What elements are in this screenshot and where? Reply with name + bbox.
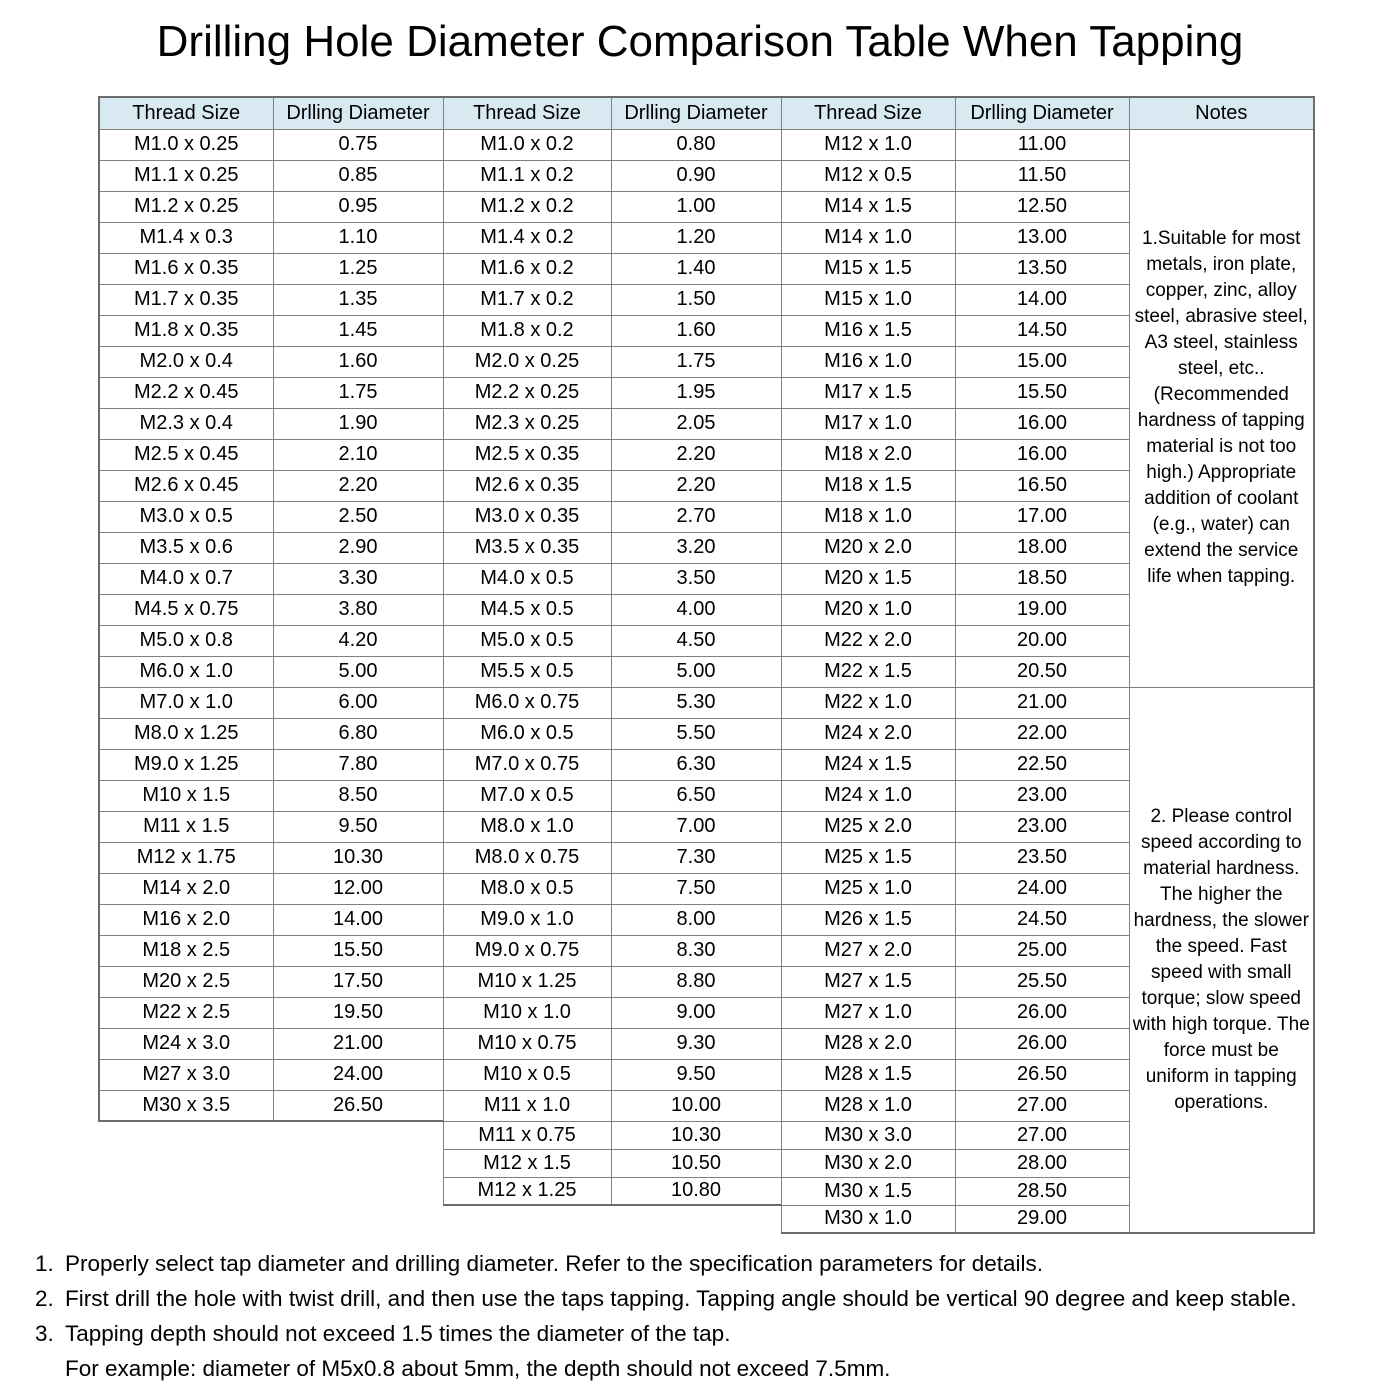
empty-cell [443,1205,611,1233]
drilling-diameter-cell: 2.20 [611,439,781,470]
thread-size-cell: M7.0 x 1.0 [99,687,273,718]
thread-size-cell: M28 x 1.0 [781,1090,955,1121]
thread-size-cell: M25 x 1.5 [781,842,955,873]
drilling-diameter-cell: 16.00 [955,408,1129,439]
drilling-diameter-cell: 4.50 [611,625,781,656]
thread-size-cell: M1.2 x 0.25 [99,191,273,222]
thread-size-cell: M2.2 x 0.45 [99,377,273,408]
thread-size-cell: M6.0 x 0.5 [443,718,611,749]
header-row [99,97,1314,129]
drilling-diameter-cell: 26.50 [273,1090,443,1121]
drilling-diameter-cell: 17.00 [955,501,1129,532]
thread-size-cell: M14 x 1.0 [781,222,955,253]
header-drilling-diameter: Drlling Diameter [955,97,1129,129]
drilling-diameter-cell: 10.00 [611,1090,781,1121]
drilling-diameter-cell: 0.95 [273,191,443,222]
drilling-diameter-cell: 10.30 [611,1121,781,1149]
thread-size-cell: M27 x 3.0 [99,1059,273,1090]
thread-size-cell: M17 x 1.0 [781,408,955,439]
thread-size-cell: M17 x 1.5 [781,377,955,408]
footnote-text: For example: diameter of M5x0.8 about 5mm, the depth should not exceed 7.5mm. [65,1356,891,1381]
thread-size-cell: M9.0 x 1.25 [99,749,273,780]
thread-size-cell: M3.0 x 0.5 [99,501,273,532]
drilling-diameter-cell: 22.00 [955,718,1129,749]
drilling-diameter-cell: 8.50 [273,780,443,811]
drilling-diameter-cell: 1.10 [273,222,443,253]
drilling-diameter-cell: 7.80 [273,749,443,780]
thread-size-cell: M2.5 x 0.35 [443,439,611,470]
drilling-diameter-cell: 28.50 [955,1177,1129,1205]
empty-cell [99,1121,273,1149]
footnote-number [35,1357,65,1381]
drilling-diameter-cell: 1.60 [273,346,443,377]
thread-size-cell: M1.7 x 0.2 [443,284,611,315]
thread-size-cell: M1.6 x 0.2 [443,253,611,284]
table-row [99,129,1314,160]
thread-size-cell: M15 x 1.5 [781,253,955,284]
header-drilling-diameter: Drlling Diameter [273,97,443,129]
thread-size-cell: M22 x 2.0 [781,625,955,656]
drilling-diameter-cell: 12.00 [273,873,443,904]
empty-cell [99,1177,273,1205]
thread-size-cell: M4.5 x 0.5 [443,594,611,625]
thread-size-cell: M9.0 x 0.75 [443,935,611,966]
empty-cell [99,1149,273,1177]
drilling-diameter-cell: 27.00 [955,1090,1129,1121]
thread-size-cell: M30 x 1.5 [781,1177,955,1205]
thread-size-cell: M22 x 1.0 [781,687,955,718]
drilling-diameter-cell: 28.00 [955,1149,1129,1177]
thread-size-cell: M10 x 1.0 [443,997,611,1028]
drilling-diameter-cell: 5.30 [611,687,781,718]
drilling-diameter-cell: 29.00 [955,1205,1129,1233]
footnote-number: 1. [35,1251,54,1276]
thread-size-cell: M11 x 1.0 [443,1090,611,1121]
drilling-diameter-cell: 11.50 [955,160,1129,191]
drilling-diameter-cell: 1.50 [611,284,781,315]
thread-size-cell: M1.2 x 0.2 [443,191,611,222]
drilling-diameter-cell: 13.00 [955,222,1129,253]
drilling-diameter-cell: 3.30 [273,563,443,594]
drilling-diameter-cell: 14.00 [955,284,1129,315]
drilling-diameter-cell: 1.60 [611,315,781,346]
footnote-line [35,1357,1375,1381]
drilling-diameter-cell: 2.10 [273,439,443,470]
thread-size-cell: M8.0 x 0.5 [443,873,611,904]
drilling-diameter-cell: 14.00 [273,904,443,935]
drilling-diameter-cell: 1.90 [273,408,443,439]
thread-size-cell: M5.0 x 0.8 [99,625,273,656]
thread-size-cell: M30 x 3.0 [781,1121,955,1149]
drilling-diameter-cell: 8.80 [611,966,781,997]
drilling-diameter-cell: 6.30 [611,749,781,780]
drilling-diameter-cell: 24.00 [955,873,1129,904]
drilling-diameter-cell: 0.90 [611,160,781,191]
thread-size-cell: M10 x 0.5 [443,1059,611,1090]
drilling-diameter-cell: 26.00 [955,997,1129,1028]
thread-size-cell: M2.3 x 0.4 [99,408,273,439]
drilling-diameter-cell: 25.00 [955,935,1129,966]
thread-size-cell: M7.0 x 0.5 [443,780,611,811]
thread-size-cell: M30 x 2.0 [781,1149,955,1177]
drilling-diameter-cell: 24.50 [955,904,1129,935]
thread-size-cell: M9.0 x 1.0 [443,904,611,935]
drilling-diameter-cell: 7.30 [611,842,781,873]
drilling-diameter-cell: 19.00 [955,594,1129,625]
drilling-diameter-cell: 1.20 [611,222,781,253]
footnotes [35,1252,1375,1392]
drilling-diameter-cell: 18.00 [955,532,1129,563]
drilling-diameter-cell: 13.50 [955,253,1129,284]
thread-size-cell: M11 x 0.75 [443,1121,611,1149]
thread-size-cell: M18 x 2.5 [99,935,273,966]
thread-size-cell: M16 x 1.0 [781,346,955,377]
thread-size-cell: M14 x 1.5 [781,191,955,222]
thread-size-cell: M27 x 1.0 [781,997,955,1028]
thread-size-cell: M27 x 2.0 [781,935,955,966]
drilling-diameter-cell: 2.50 [273,501,443,532]
drilling-diameter-cell: 9.30 [611,1028,781,1059]
drilling-diameter-cell: 1.00 [611,191,781,222]
drilling-diameter-cell: 11.00 [955,129,1129,160]
drilling-diameter-cell: 4.00 [611,594,781,625]
drilling-diameter-cell: 15.00 [955,346,1129,377]
thread-size-cell: M8.0 x 1.25 [99,718,273,749]
thread-size-cell: M3.0 x 0.35 [443,501,611,532]
thread-size-cell: M20 x 1.0 [781,594,955,625]
drilling-diameter-cell: 10.50 [611,1149,781,1177]
thread-size-cell: M27 x 1.5 [781,966,955,997]
drilling-diameter-cell: 5.00 [273,656,443,687]
drilling-diameter-cell: 0.75 [273,129,443,160]
empty-cell [273,1205,443,1233]
thread-size-cell: M24 x 2.0 [781,718,955,749]
thread-size-cell: M18 x 2.0 [781,439,955,470]
drilling-diameter-cell: 1.40 [611,253,781,284]
notes-cell: 1.Suitable for most metals, iron plate, copper, zinc, alloy steel, abrasive steel, A3 steel, stainless steel, etc..(Recommended hardness of tapping material is not too high.) Appropriate addition of coolant (e.g., water) can extend the service life when tapping. [1129,129,1314,687]
drilling-diameter-cell: 7.00 [611,811,781,842]
drilling-diameter-cell: 1.95 [611,377,781,408]
drilling-diameter-cell: 26.00 [955,1028,1129,1059]
footnote-number: 2. [35,1286,54,1311]
empty-cell [99,1205,273,1233]
thread-size-cell: M28 x 2.0 [781,1028,955,1059]
drilling-diameter-cell: 16.00 [955,439,1129,470]
thread-size-cell: M11 x 1.5 [99,811,273,842]
thread-size-cell: M12 x 1.5 [443,1149,611,1177]
drilling-diameter-cell: 2.70 [611,501,781,532]
drilling-diameter-cell: 18.50 [955,563,1129,594]
table-header [99,97,1314,129]
thread-size-cell: M2.6 x 0.35 [443,470,611,501]
drilling-diameter-cell: 0.80 [611,129,781,160]
drilling-diameter-cell: 15.50 [273,935,443,966]
empty-cell [273,1121,443,1149]
drilling-diameter-cell: 2.90 [273,532,443,563]
thread-size-cell: M1.4 x 0.3 [99,222,273,253]
thread-size-cell: M12 x 0.5 [781,160,955,191]
drilling-diameter-cell: 2.20 [273,470,443,501]
drilling-diameter-cell: 21.00 [273,1028,443,1059]
thread-size-cell: M4.0 x 0.5 [443,563,611,594]
thread-size-cell: M2.2 x 0.25 [443,377,611,408]
drilling-diameter-cell: 1.35 [273,284,443,315]
drilling-diameter-cell: 8.30 [611,935,781,966]
thread-size-cell: M3.5 x 0.6 [99,532,273,563]
thread-size-cell: M20 x 2.5 [99,966,273,997]
thread-size-cell: M1.6 x 0.35 [99,253,273,284]
thread-size-cell: M1.1 x 0.25 [99,160,273,191]
drilling-diameter-cell: 1.75 [611,346,781,377]
thread-size-cell: M18 x 1.5 [781,470,955,501]
drilling-diameter-cell: 9.50 [273,811,443,842]
empty-cell [611,1205,781,1233]
thread-size-cell: M22 x 1.5 [781,656,955,687]
thread-size-cell: M5.0 x 0.5 [443,625,611,656]
drilling-diameter-cell: 0.85 [273,160,443,191]
header-thread-size: Thread Size [443,97,611,129]
page-title: Drilling Hole Diameter Comparison Table When Tapping [156,17,1244,66]
drilling-diameter-cell: 3.20 [611,532,781,563]
thread-size-cell: M1.0 x 0.2 [443,129,611,160]
drilling-diameter-cell: 5.00 [611,656,781,687]
thread-size-cell: M30 x 1.0 [781,1205,955,1233]
thread-size-cell: M24 x 1.5 [781,749,955,780]
drilling-diameter-cell: 6.80 [273,718,443,749]
drilling-diameter-cell: 8.00 [611,904,781,935]
drilling-diameter-cell: 23.00 [955,780,1129,811]
header-notes: Notes [1129,97,1314,129]
drilling-diameter-cell: 20.50 [955,656,1129,687]
thread-size-cell: M25 x 2.0 [781,811,955,842]
drilling-diameter-cell: 5.50 [611,718,781,749]
thread-size-cell: M2.6 x 0.45 [99,470,273,501]
thread-size-cell: M4.0 x 0.7 [99,563,273,594]
tapping-table [98,96,1315,1234]
drilling-diameter-cell: 23.50 [955,842,1129,873]
thread-size-cell: M10 x 1.25 [443,966,611,997]
footnote-line [35,1322,1375,1346]
footnote-line [35,1252,1375,1276]
thread-size-cell: M20 x 1.5 [781,563,955,594]
thread-size-cell: M2.3 x 0.25 [443,408,611,439]
thread-size-cell: M8.0 x 0.75 [443,842,611,873]
footnote-text: Tapping depth should not exceed 1.5 times the diameter of the tap. [65,1321,731,1346]
thread-size-cell: M24 x 3.0 [99,1028,273,1059]
thread-size-cell: M12 x 1.25 [443,1177,611,1205]
thread-size-cell: M10 x 1.5 [99,780,273,811]
drilling-diameter-cell: 4.20 [273,625,443,656]
thread-size-cell: M1.8 x 0.2 [443,315,611,346]
thread-size-cell: M24 x 1.0 [781,780,955,811]
drilling-diameter-cell: 15.50 [955,377,1129,408]
empty-cell [273,1177,443,1205]
drilling-diameter-cell: 1.25 [273,253,443,284]
drilling-diameter-cell: 23.00 [955,811,1129,842]
thread-size-cell: M12 x 1.0 [781,129,955,160]
drilling-diameter-cell: 12.50 [955,191,1129,222]
drilling-diameter-cell: 7.50 [611,873,781,904]
drilling-diameter-cell: 10.30 [273,842,443,873]
notes-cell: 2. Please control speed according to material hardness. The higher the hardness, the slower the speed. Fast speed with small torque; slow speed with high torque. The force must be uniform in tapping operations. [1129,687,1314,1233]
thread-size-cell: M26 x 1.5 [781,904,955,935]
drilling-diameter-cell: 22.50 [955,749,1129,780]
drilling-diameter-cell: 9.50 [611,1059,781,1090]
thread-size-cell: M3.5 x 0.35 [443,532,611,563]
thread-size-cell: M2.0 x 0.4 [99,346,273,377]
footnote-line [35,1287,1375,1311]
drilling-diameter-cell: 19.50 [273,997,443,1028]
thread-size-cell: M2.5 x 0.45 [99,439,273,470]
thread-size-cell: M4.5 x 0.75 [99,594,273,625]
header-thread-size: Thread Size [781,97,955,129]
thread-size-cell: M8.0 x 1.0 [443,811,611,842]
thread-size-cell: M1.8 x 0.35 [99,315,273,346]
drilling-diameter-cell: 1.75 [273,377,443,408]
drilling-diameter-cell: 9.00 [611,997,781,1028]
drilling-diameter-cell: 24.00 [273,1059,443,1090]
footnote-text: First drill the hole with twist drill, and then use the taps tapping. Tapping angle should be vertical 90 degree and keep stable. [65,1286,1297,1311]
thread-size-cell: M16 x 2.0 [99,904,273,935]
drilling-diameter-cell: 3.50 [611,563,781,594]
thread-size-cell: M5.5 x 0.5 [443,656,611,687]
empty-cell [273,1149,443,1177]
drilling-diameter-cell: 17.50 [273,966,443,997]
thread-size-cell: M16 x 1.5 [781,315,955,346]
drilling-diameter-cell: 10.80 [611,1177,781,1205]
drilling-diameter-cell: 2.05 [611,408,781,439]
thread-size-cell: M18 x 1.0 [781,501,955,532]
thread-size-cell: M6.0 x 1.0 [99,656,273,687]
thread-size-cell: M12 x 1.75 [99,842,273,873]
drilling-diameter-cell: 16.50 [955,470,1129,501]
thread-size-cell: M15 x 1.0 [781,284,955,315]
drilling-diameter-cell: 6.50 [611,780,781,811]
thread-size-cell: M7.0 x 0.75 [443,749,611,780]
drilling-diameter-cell: 20.00 [955,625,1129,656]
drilling-diameter-cell: 6.00 [273,687,443,718]
thread-size-cell: M1.1 x 0.2 [443,160,611,191]
thread-size-cell: M28 x 1.5 [781,1059,955,1090]
thread-size-cell: M1.7 x 0.35 [99,284,273,315]
drilling-diameter-cell: 2.20 [611,470,781,501]
thread-size-cell: M10 x 0.75 [443,1028,611,1059]
drilling-diameter-cell: 25.50 [955,966,1129,997]
thread-size-cell: M22 x 2.5 [99,997,273,1028]
drilling-diameter-cell: 26.50 [955,1059,1129,1090]
thread-size-cell: M30 x 3.5 [99,1090,273,1121]
thread-size-cell: M1.0 x 0.25 [99,129,273,160]
thread-size-cell: M1.4 x 0.2 [443,222,611,253]
drilling-diameter-cell: 21.00 [955,687,1129,718]
thread-size-cell: M20 x 2.0 [781,532,955,563]
header-drilling-diameter: Drlling Diameter [611,97,781,129]
thread-size-cell: M2.0 x 0.25 [443,346,611,377]
thread-size-cell: M14 x 2.0 [99,873,273,904]
header-thread-size: Thread Size [99,97,273,129]
drilling-diameter-cell: 3.80 [273,594,443,625]
drilling-diameter-cell: 27.00 [955,1121,1129,1149]
drilling-diameter-cell: 14.50 [955,315,1129,346]
drilling-diameter-cell: 1.45 [273,315,443,346]
table-row [99,687,1314,718]
footnote-number: 3. [35,1321,54,1346]
footnote-text: Properly select tap diameter and drilling diameter. Refer to the specification parameters for details. [65,1251,1043,1276]
thread-size-cell: M6.0 x 0.75 [443,687,611,718]
thread-size-cell: M25 x 1.0 [781,873,955,904]
